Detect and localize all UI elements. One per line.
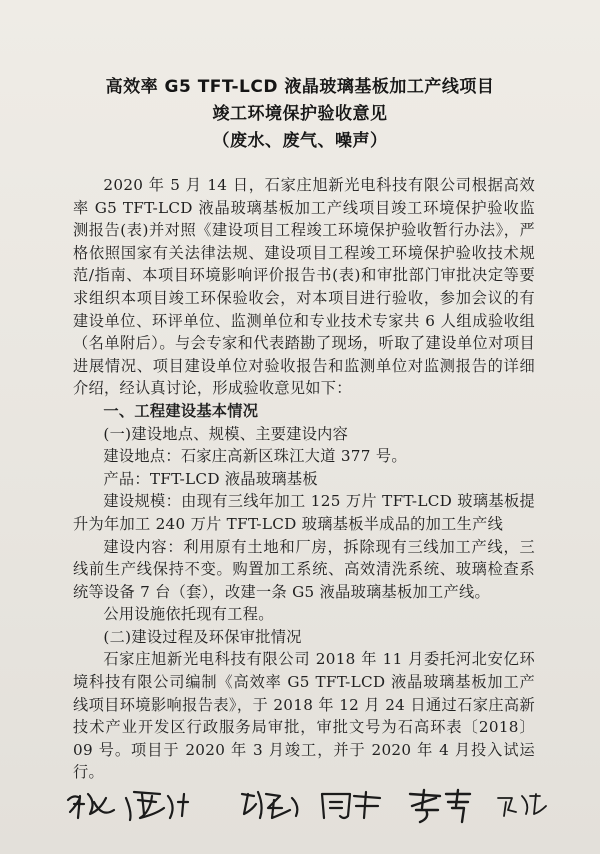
intro-paragraph: 2020 年 5 月 14 日，石家庄旭新光电科技有限公司根据高效率 G5 TFT-LCD 液晶玻璃基板加工产线项目竣工环境保护验收监测报告(表)并对照《建设项目工程竣工环境保护验收暂行办法》，严格依照国家有关法律法规、建设项目工程竣工环境保护验收技术规范/指南、本项目环境影响评价报告书(表)和审批部门审批决定等要求组织本项目竣工环保验收会，对本项目进行验收，参加会议的有建设单位、环评单位、监测单位和专业技术专家共 6 人组成验收组（名单附后）。与会专家和代表踏勘了现场，听取了建设单位对项目进展情况、项目建设单位对验收报告和监测单位对监测报告的详细介绍，经认真讨论，形成验收意见如下： (73, 176, 535, 398)
signature-1 (68, 794, 114, 818)
utilities-paragraph: 公用设施依托现有工程。 (103, 605, 274, 624)
signature-3 (242, 792, 297, 818)
section-heading-1: 一、工程建设基本情况 (103, 401, 259, 420)
document-title (0, 74, 600, 155)
subsection-heading-2: (二)建设过程及环保审批情况 (103, 627, 302, 646)
product-paragraph: 产品：TFT-LCD 液晶玻璃基板 (103, 469, 318, 488)
document-body (73, 174, 535, 784)
scale-paragraph: 建设规模：由现有三线年加工 125 万片 TFT-LCD 玻璃基板提升为年加工 240 万片 TFT-LCD 玻璃基板半成品的加工生产线 (73, 492, 535, 533)
signature-5 (410, 790, 470, 822)
title-line-3: （废水、废气、噪声） (212, 131, 388, 151)
signature-2 (126, 792, 188, 820)
signature-6 (498, 794, 546, 816)
title-line-2: 竣工环境保护验收意见 (212, 104, 388, 124)
subsection-heading-1: (一)建设地点、规模、主要建设内容 (103, 424, 349, 443)
content-paragraph: 建设内容：利用原有土地和厂房，拆除现有三线加工产线，三线前生产线保持不变。购置加工系统、高效清洗系统、玻璃检查系统等设备 7 台（套），改建一条 G5 液晶玻璃基板加工产线。 (73, 537, 535, 601)
process-paragraph: 石家庄旭新光电科技有限公司 2018 年 11 月委托河北安亿环境科技有限公司编制《高效率 G5 TFT-LCD 液晶玻璃基板加工产线项目环境影响报告表》，于 2018 年 12 月 24 日通过石家庄高新技术产业开发区行政服务局审批，审批文号为石高环表〔2018〕09 号。项目于 2020 年 3 月竣工，并于 2020 年 4 月投入试运行。 (73, 650, 535, 782)
location-paragraph: 建设地点：石家庄高新区珠江大道 377 号。 (103, 447, 407, 466)
signature-4 (322, 792, 380, 818)
title-line-1: 高效率 G5 TFT-LCD 液晶玻璃基板加工产线项目 (105, 77, 495, 97)
signature-row (60, 784, 570, 828)
